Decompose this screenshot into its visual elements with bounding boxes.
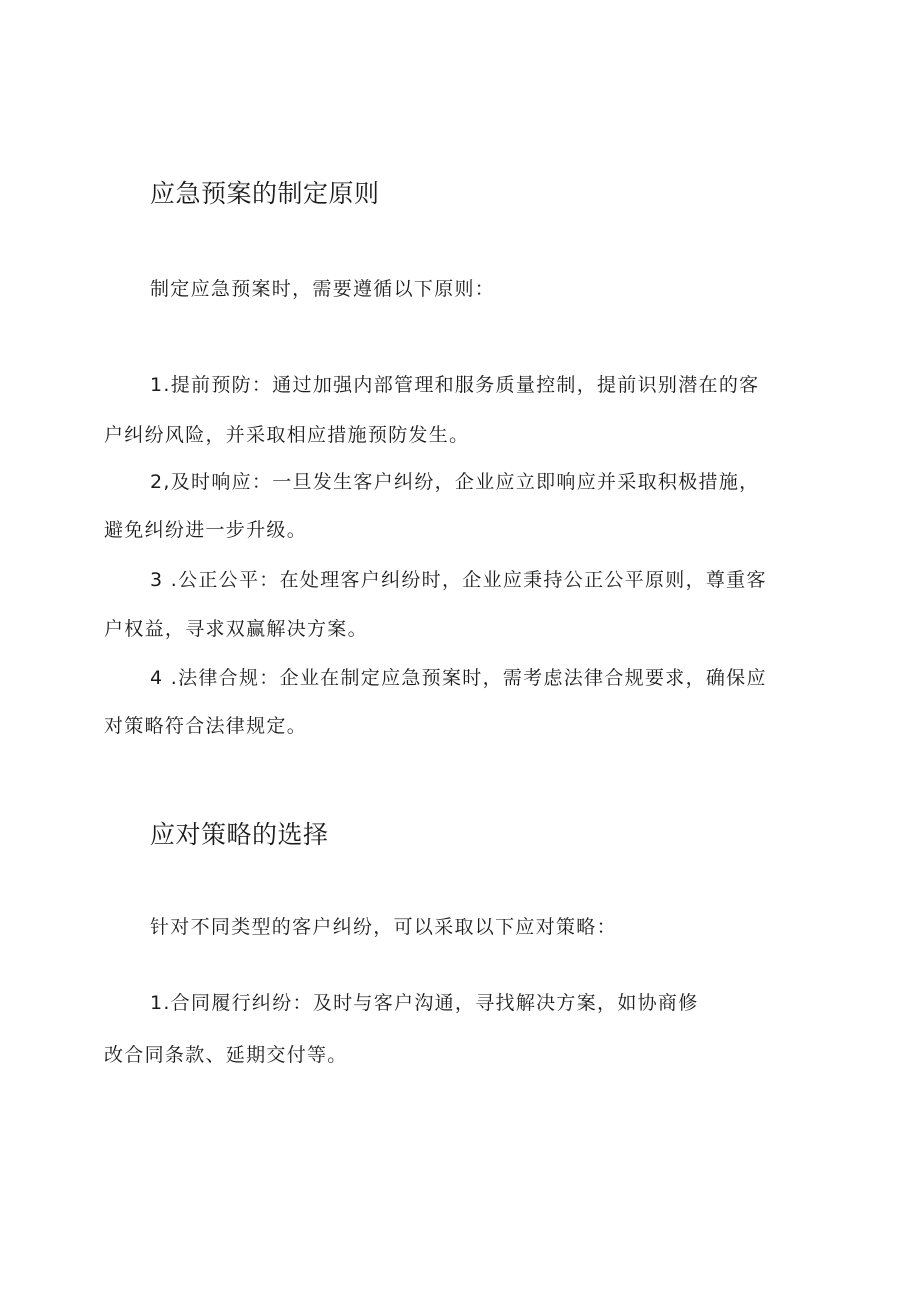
section-title-principles: 应急预案的制定原则 xyxy=(150,179,380,208)
section-title-strategies: 应对策略的选择 xyxy=(150,820,329,849)
strategies-intro: 针对不同类型的客户纠纷，可以采取以下应对策略： xyxy=(150,916,617,938)
principle-4-line-1: 4 .法律合规：企业在制定应急预案时，需考虑法律合规要求，确保应 xyxy=(150,667,767,689)
principle-2-line-1: 2,及时响应：一旦发生客户纠纷，企业应立即响应并采取积极措施， xyxy=(150,471,760,493)
strategy-1-line-1: 1.合同履行纠纷：及时与客户沟通，寻找解决方案，如协商修 xyxy=(150,992,699,1014)
principle-3-line-2: 户权益，寻求双赢解决方案。 xyxy=(104,618,368,640)
principle-2-line-2: 避免纠纷进一步升级。 xyxy=(104,519,308,541)
strategy-1-line-2: 改合同条款、延期交付等。 xyxy=(104,1044,348,1066)
principle-1-line-1: 1.提前预防：通过加强内部管理和服务质量控制，提前识别潜在的客 xyxy=(150,374,760,396)
principles-intro: 制定应急预案时，需要遵循以下原则： xyxy=(150,278,496,300)
principle-1-line-2: 户纠纷风险，并采取相应措施预防发生。 xyxy=(104,424,470,446)
principle-3-line-1: 3 .公正公平：在处理客户纠纷时，企业应秉持公正公平原则，尊重客 xyxy=(150,569,767,591)
principle-4-line-2: 对策略符合法律规定。 xyxy=(104,715,308,737)
